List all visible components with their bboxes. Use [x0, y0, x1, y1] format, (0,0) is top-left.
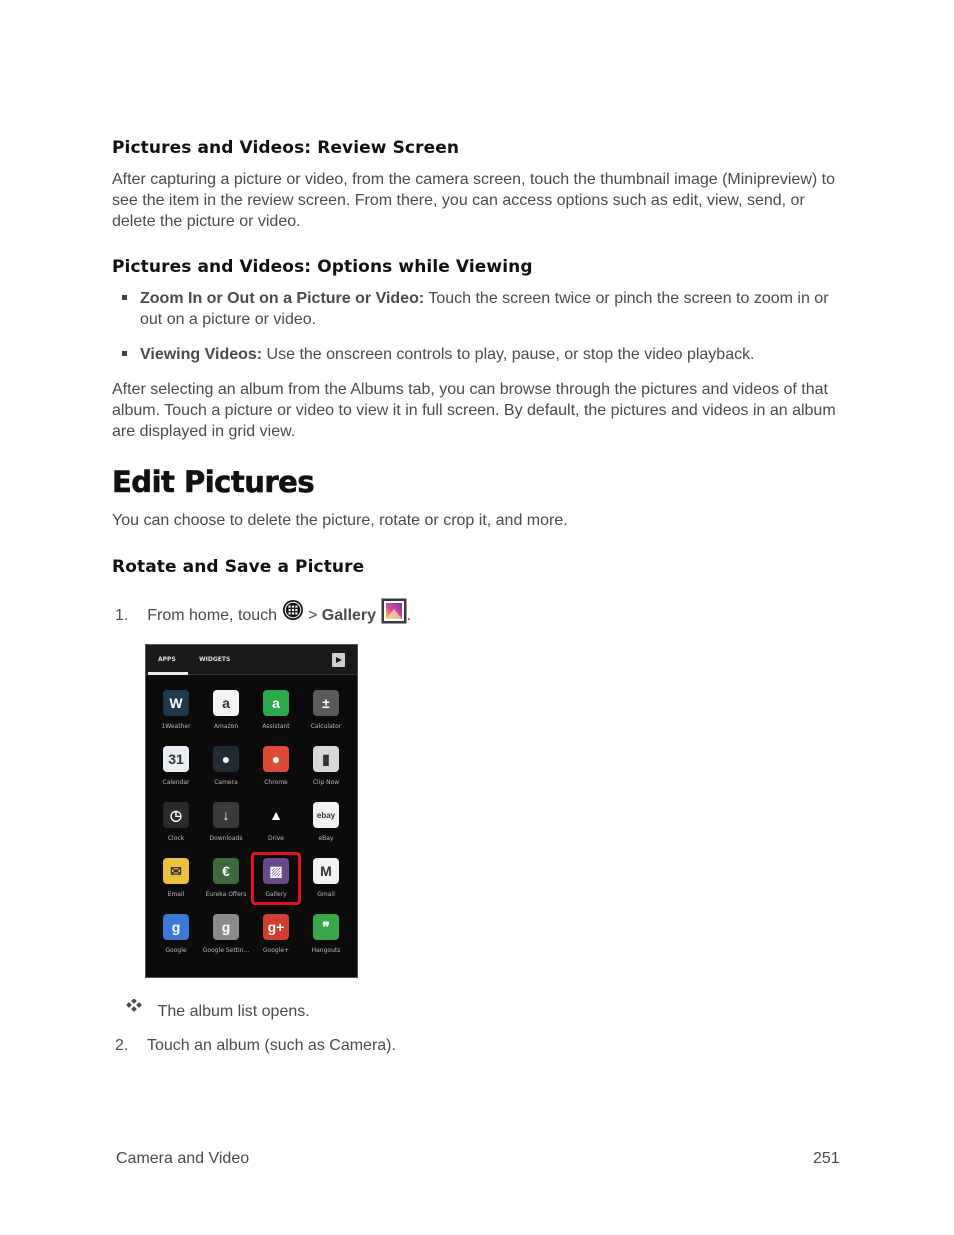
bullet-term: Viewing Videos: [140, 346, 263, 363]
edit-intro-paragraph: You can choose to delete the picture, rotate or crop it, and more. [112, 512, 568, 529]
footer-page-number: 251 [813, 1150, 840, 1167]
google-settings-icon: g [213, 914, 239, 940]
albums-paragraph: After selecting an album from the Albums tab, you can browse through the pictures and videos of that album. Touch a picture or video to view it in full screen. By default, the pictures and videos in an album are displayed in grid view. [112, 381, 836, 440]
app-tile[interactable] [301, 909, 351, 965]
bullet-marker [122, 351, 127, 356]
section-heading-rotate-save: Rotate and Save a Picture [112, 557, 365, 577]
active-tab-indicator [148, 672, 188, 675]
app-label: Google+ [262, 947, 290, 954]
app-tile[interactable] [301, 853, 351, 909]
step-1 [115, 598, 855, 630]
ebay-icon: ebay [313, 802, 339, 828]
app-label: Chrome [264, 779, 288, 786]
app-tile[interactable] [151, 685, 201, 741]
eureka-offers-icon: € [213, 858, 239, 884]
app-tile[interactable] [151, 909, 201, 965]
app-label: Gmail [317, 891, 335, 898]
review-screen-paragraph: After capturing a picture or video, from the camera screen, touch the thumbnail image (Minipreview) to see the item in the review screen. From there, you can access options such as edit, view, send, or delete the picture or video. [112, 171, 835, 230]
app-tile[interactable] [251, 797, 301, 853]
step-number: 2. [115, 1037, 129, 1054]
bullet-item-zoom [122, 288, 847, 330]
drive-icon: ▲ [263, 802, 289, 828]
weather-icon: W [163, 690, 189, 716]
assistant-icon: a [263, 690, 289, 716]
chrome-icon: ● [263, 746, 289, 772]
step-2 [115, 1035, 396, 1056]
play-store-icon[interactable] [332, 653, 345, 667]
app-label: eBay [318, 835, 334, 842]
app-label: Calculator [310, 723, 342, 730]
gallery-icon: ▨ [263, 858, 289, 884]
section-heading-review-screen: Pictures and Videos: Review Screen [112, 138, 460, 158]
bullet-item-viewing-videos [122, 344, 847, 365]
bullet-term: Zoom In or Out on a Picture or Video: [140, 290, 425, 307]
result-diamond-icon [125, 998, 143, 1019]
result-text: The album list opens. [157, 1003, 310, 1020]
section-heading-options-viewing: Pictures and Videos: Options while Viewing [112, 257, 533, 277]
step-text: Touch an album (such as Camera). [146, 1037, 396, 1054]
app-tile[interactable] [201, 741, 251, 797]
app-label: Hangouts [311, 947, 341, 954]
gallery-highlight-box [251, 852, 301, 905]
app-tile[interactable] [251, 909, 301, 965]
app-label: Amazon [213, 723, 239, 730]
app-label: Eureka Offers [205, 891, 247, 898]
result-line [125, 998, 310, 1022]
app-label: Google [165, 947, 187, 954]
amazon-icon: a [213, 690, 239, 716]
app-label: Google Settin... [202, 947, 250, 954]
tab-widgets[interactable]: WIDGETS [199, 656, 231, 663]
app-tile[interactable] [251, 741, 301, 797]
email-icon: ✉ [163, 858, 189, 884]
app-label: 1Weather [161, 723, 191, 730]
step-end: . [406, 607, 411, 624]
step-text: From home, touch [147, 607, 278, 624]
app-tile[interactable] [151, 853, 201, 909]
tab-apps[interactable]: APPS [158, 656, 176, 663]
downloads-icon: ↓ [213, 802, 239, 828]
google-plus-icon: g+ [263, 914, 289, 940]
apps-screen-screenshot [145, 644, 358, 978]
google-icon: g [163, 914, 189, 940]
app-label: Drive [268, 835, 284, 842]
clip-now-icon: ▮ [313, 746, 339, 772]
app-label: Gallery [265, 891, 287, 898]
app-tile[interactable] [301, 797, 351, 853]
bullet-text: Use the onscreen controls to play, pause, or stop the video playback. [262, 346, 755, 363]
app-tile[interactable] [201, 853, 251, 909]
bullet-text: Touch the screen twice or pinch the screen to zoom in or out on a picture or video. [140, 290, 829, 328]
app-tile[interactable] [151, 797, 201, 853]
clock-icon: ◷ [163, 802, 189, 828]
app-tile[interactable] [301, 685, 351, 741]
calendar-icon: 31 [163, 746, 189, 772]
app-label: Email [167, 891, 185, 898]
gallery-icon [381, 598, 407, 630]
app-tile[interactable] [251, 685, 301, 741]
app-label: Camera [214, 779, 238, 786]
calculator-icon: ± [313, 690, 339, 716]
step-number: 1. [115, 607, 129, 624]
bullet-marker [122, 295, 127, 300]
app-tile[interactable] [201, 909, 251, 965]
footer-chapter: Camera and Video [116, 1150, 250, 1167]
apps-tab-bar [146, 645, 357, 675]
page-title: Edit Pictures [112, 465, 315, 499]
app-label: Calendar [162, 779, 190, 786]
app-label: Clip Now [312, 779, 340, 786]
hangouts-icon: ❞ [313, 914, 339, 940]
apps-launcher-icon [282, 599, 304, 627]
app-tile[interactable] [151, 741, 201, 797]
app-tile[interactable] [201, 797, 251, 853]
step-separator: > [307, 607, 318, 624]
gmail-icon: M [313, 858, 339, 884]
app-label: Assistant [262, 723, 290, 730]
app-tile[interactable] [301, 741, 351, 797]
app-label: Downloads [209, 835, 243, 842]
camera-icon: ● [213, 746, 239, 772]
app-label: Clock [167, 835, 185, 842]
app-tile[interactable] [201, 685, 251, 741]
gallery-app-name: Gallery [321, 607, 377, 624]
